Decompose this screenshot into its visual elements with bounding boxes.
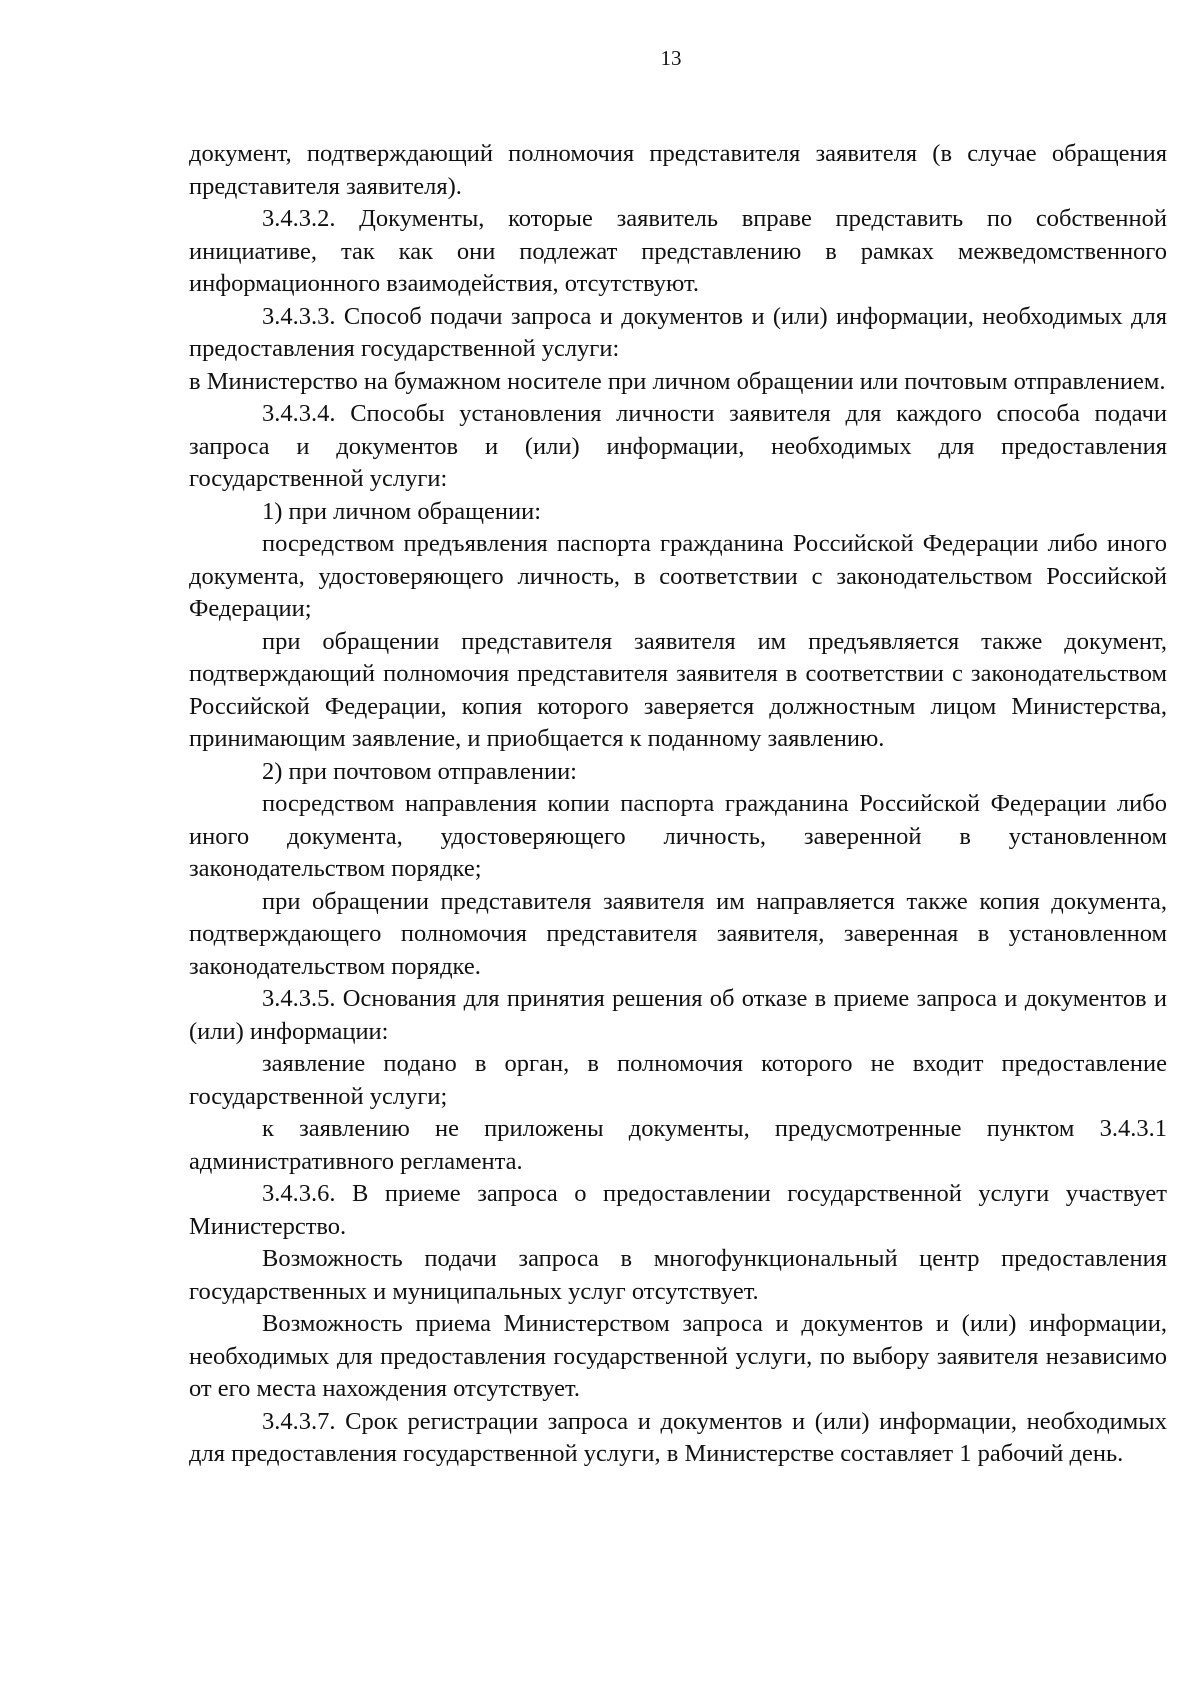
paragraph: посредством направления копии паспорта гражданина Российской Федерации либо иного документа, удостоверяющего личность, заверенной в установленном законодательством порядке; <box>189 790 1167 882</box>
paragraph: при обращении представителя заявителя им направляется также копия документа, подтверждающего полномочия представителя заявителя, заверенная в установленном законодательством порядке. <box>189 887 1167 980</box>
paragraph: 3.4.3.2. Документы, которые заявитель вправе представить по собственной инициативе, так как они подлежат представлению в рамках межведомственного информационного взаимодействия, отсутствуют. <box>189 205 1167 297</box>
document-body <box>189 138 1167 1471</box>
paragraph: 3.4.3.3. Способ подачи запроса и документов и (или) информации, необходимых для предоставления государственной услуги: <box>189 302 1167 362</box>
paragraph: заявление подано в орган, в полномочия которого не входит предоставление государственной услуги; <box>189 1050 1167 1110</box>
paragraph: посредством предъявления паспорта гражданина Российской Федерации либо иного документа, удостоверяющего личность, в соответствии с законодательством Российской Федерации; <box>189 530 1167 622</box>
paragraph: в Министерство на бумажном носителе при личном обращении или почтовым отправлением. <box>189 367 1166 395</box>
paragraph: к заявлению не приложены документы, предусмотренные пунктом 3.4.3.1 административного регламента. <box>189 1115 1167 1175</box>
paragraph: при обращении представителя заявителя им предъявляется также документ, подтверждающий полномочия представителя заявителя в соответствии с законодательством Российской Федерации, копия которого заверяется должностным лицом Министерства, принимающим заявление, и приобщается к поданному заявлению. <box>189 627 1167 752</box>
paragraph: Возможность подачи запроса в многофункциональный центр предоставления государственных и муниципальных услуг отсутствует. <box>189 1245 1167 1305</box>
paragraph: документ, подтверждающий полномочия представителя заявителя (в случае обращения представителя заявителя). <box>189 140 1167 200</box>
paragraph: Возможность приема Министерством запроса и документов и (или) информации, необходимых для предоставления государственной услуги, по выбору заявителя независимо от его места нахождения отсутствует. <box>189 1310 1167 1402</box>
paragraph: 1) при личном обращении: <box>262 497 542 525</box>
paragraph: 3.4.3.6. В приеме запроса о предоставлении государственной услуги участвует Министерство. <box>189 1180 1167 1240</box>
page-number: 13 <box>660 46 682 70</box>
paragraph: 3.4.3.5. Основания для принятия решения об отказе в приеме запроса и документов и (или) информации: <box>189 985 1167 1045</box>
paragraph: 3.4.3.4. Способы установления личности заявителя для каждого способа подачи запроса и документов и (или) информации, необходимых для предоставления государственной услуги: <box>189 400 1167 492</box>
paragraph: 2) при почтовом отправлении: <box>262 757 577 785</box>
paragraph: 3.4.3.7. Срок регистрации запроса и документов и (или) информации, необходимых для предоставления государственной услуги, в Министерстве составляет 1 рабочий день. <box>189 1407 1167 1467</box>
